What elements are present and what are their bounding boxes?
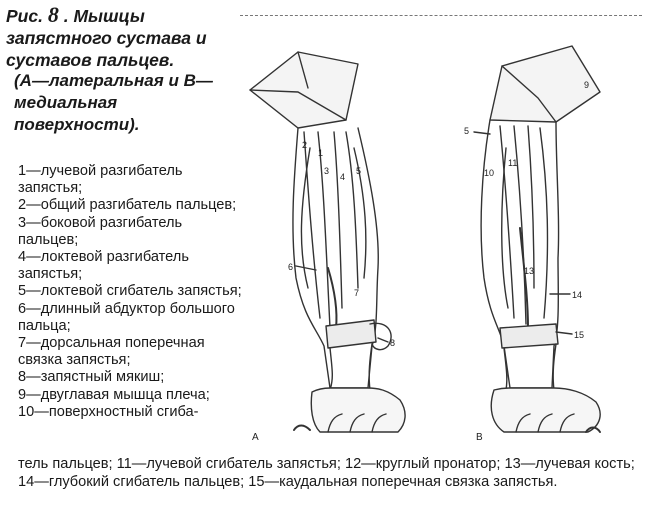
legend-item: 9—двуглавая мышца плеча;: [18, 386, 210, 403]
label-a-4: 4: [340, 172, 346, 182]
legend-item: 5—локтевой сгибатель запястья;: [18, 283, 242, 300]
legend-item: 1—лучевой разгибатель запястья;: [18, 163, 183, 197]
label-b-15: 15: [574, 330, 585, 340]
label-a-8: 8: [390, 338, 396, 348]
label-b-13: 13: [524, 266, 535, 276]
label-a-7: 7: [354, 288, 360, 298]
legend-list: [18, 163, 244, 421]
label-b-10: 10: [484, 168, 495, 178]
legend-item: 6—длинный абдуктор большого пальца;: [18, 300, 235, 334]
legend-item: 8—запястный мякиш;: [18, 369, 165, 386]
label-b-5: 5: [464, 126, 470, 136]
legend-continued: тель пальцев; 11—лучевой сгибатель запястья; 12—круглый пронатор; 13—лучевая кость; 14—глубокий сгибатель пальцев; 15—каудальная поперечная связка запястья.: [18, 456, 635, 490]
label-b-14: 14: [572, 290, 583, 300]
label-a-6: 6: [288, 262, 294, 272]
title-prefix: Рис.: [6, 6, 43, 26]
legend-item: 3—боковой разгибатель пальцев;: [18, 214, 183, 248]
leg-a-drawing: [250, 52, 405, 432]
legend-item: 10—поверхностный сгиба-: [18, 403, 199, 420]
top-rule: [240, 15, 642, 16]
label-b-11: 11: [508, 158, 518, 168]
label-b-9: 9: [584, 80, 590, 90]
figure-title: [6, 4, 240, 71]
title-text: . Мышцы запястного сустава и суставов пальцев.: [6, 6, 207, 70]
label-a-3: 3: [324, 166, 330, 176]
label-a-2: 2: [302, 140, 308, 150]
label-a-5: 5: [356, 166, 362, 176]
figure-subtitle: (А—латеральная и В—медиальная поверхности).: [14, 71, 213, 134]
panel-a-label: А: [252, 432, 259, 443]
panel-b-label: В: [476, 432, 483, 443]
leg-b-drawing: [474, 46, 600, 432]
figure-number: 8: [47, 2, 59, 27]
label-a-1: 1: [318, 148, 324, 158]
legend-item: 4—локтевой разгибатель запястья;: [18, 249, 189, 283]
legend-item: 2—общий разгибатель пальцев;: [18, 197, 237, 214]
leg-illustration: [238, 28, 642, 456]
legend-item: 7—дорсальная поперечная связка запястья;: [18, 335, 205, 369]
